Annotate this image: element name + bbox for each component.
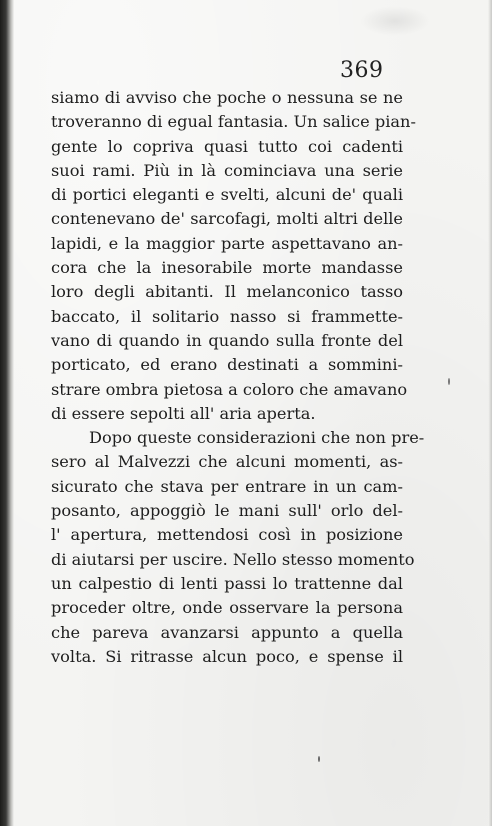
paper-speck bbox=[448, 378, 450, 385]
page-number: 369 bbox=[340, 58, 384, 83]
text-line: vano di quando in quando sulla fronte del bbox=[51, 330, 403, 350]
body-text bbox=[51, 86, 425, 669]
text-line: strare ombra pietosa a coloro che amavano bbox=[51, 379, 408, 399]
text-line: volta. Si ritrasse alcun poco, e spense il bbox=[51, 646, 403, 666]
text-line: l' apertura, mettendosi così in posizione bbox=[51, 525, 403, 545]
text-line: porticato, ed erano destinati a sommini- bbox=[51, 355, 403, 375]
text-line: lapidi, e la maggior parte aspettavano an- bbox=[51, 233, 403, 253]
paragraph-2 bbox=[51, 426, 425, 669]
paper-smudge bbox=[360, 6, 430, 36]
text-line: che pareva avanzarsi appunto a quella bbox=[51, 622, 403, 642]
text-line: troveranno di egual fantasia. Un salice pian- bbox=[51, 112, 416, 132]
text-line: di essere sepolti all' aria aperta. bbox=[51, 403, 316, 423]
text-line: di aiutarsi per uscire. Nello stesso momento bbox=[51, 549, 415, 569]
paragraph-1 bbox=[51, 86, 416, 426]
page-binding-shadow bbox=[0, 0, 14, 826]
text-line: suoi rami. Più in là cominciava una serie bbox=[51, 160, 403, 180]
text-line: sicurato che stava per entrare in un cam- bbox=[51, 476, 403, 496]
page-right-edge bbox=[488, 0, 492, 826]
text-line: posanto, appoggiò le mani sull' orlo del- bbox=[51, 501, 403, 521]
text-line: proceder oltre, onde osservare la persona bbox=[51, 598, 403, 618]
text-line: contenevano de' sarcofagi, molti altri delle bbox=[51, 209, 403, 229]
text-line: sero al Malvezzi che alcuni momenti, as- bbox=[51, 452, 403, 472]
text-line: un calpestio di lenti passi lo trattenne dal bbox=[51, 573, 403, 593]
text-line: cora che la inesorabile morte mandasse bbox=[51, 258, 403, 278]
text-line: Dopo queste considerazioni che non pre- bbox=[89, 428, 425, 448]
text-line: siamo di avviso che poche o nessuna se ne bbox=[51, 88, 403, 107]
text-line: di portici eleganti e svelti, alcuni de' quali bbox=[51, 185, 403, 205]
paper-speck bbox=[318, 756, 320, 762]
text-line: baccato, il solitario nasso si frammette- bbox=[51, 306, 403, 326]
text-line: gente lo copriva quasi tutto coi cadenti bbox=[51, 136, 403, 156]
text-line: loro degli abitanti. Il melanconico tasso bbox=[51, 282, 403, 302]
